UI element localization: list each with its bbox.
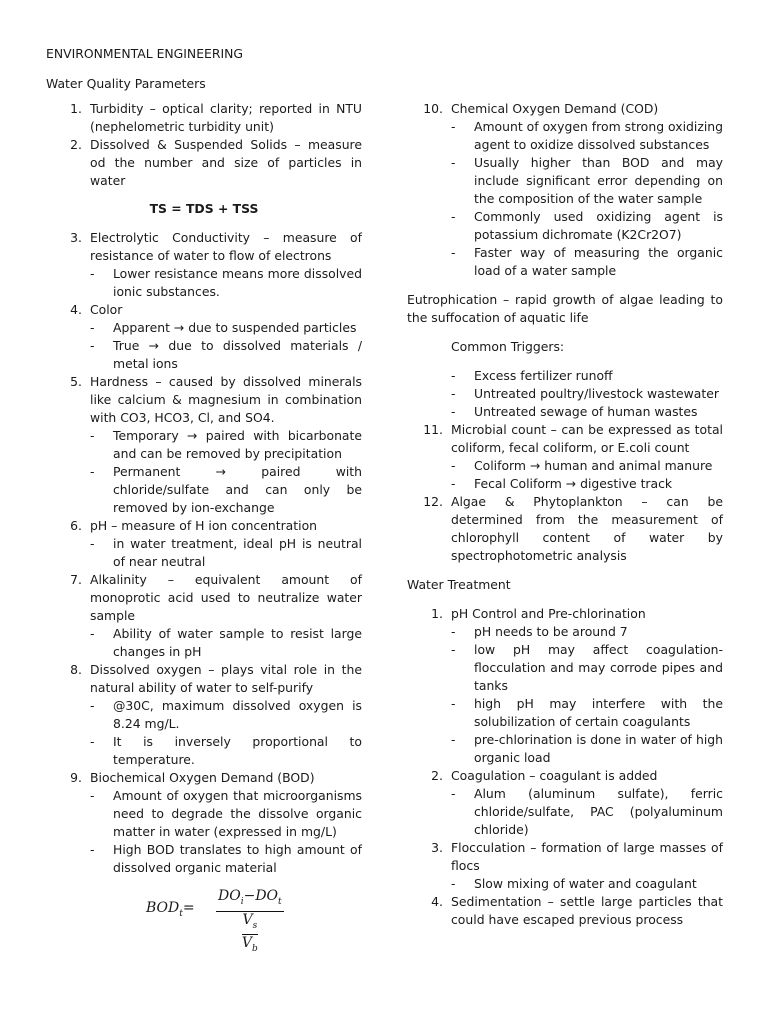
sub-item: - Untreated sewage of human wastes [451, 404, 698, 419]
list-item-dissolved-oxygen: 8. Dissolved oxygen – plays vital role in the natural ability of water to self-purify [70, 662, 362, 695]
list-item-coagulation: 2. Coagulation – coagulant is added [431, 768, 658, 783]
list-item-ph-control: 1. pH Control and Pre-chlorination [431, 606, 646, 621]
list-item-hardness: 5. Hardness – caused by dissolved minerals like calcium & magnesium in combination with CO3, HCO3, Cl, and SO4. [70, 374, 362, 425]
sub-item: - High BOD translates to high amount of dissolved organic material [90, 842, 362, 875]
list-item-turbidity: 1. Turbidity – optical clarity; reported in NTU (nephelometric turbidity unit) [70, 101, 362, 134]
sub-item: - Permanent → paired with chloride/sulfate and can only be removed by ion-exchange [90, 464, 362, 515]
sub-item: - Fecal Coliform → digestive track [451, 476, 673, 491]
list-item-bod: 9. Biochemical Oxygen Demand (BOD) [70, 770, 315, 785]
sub-item: - Temporary → paired with bicarbonate and can be removed by precipitation [90, 428, 362, 461]
sub-item: - It is inversely proportional to temperature. [90, 734, 362, 767]
sub-item: - Faster way of measuring the organic load of a water sample [451, 245, 723, 278]
sub-item: - Excess fertilizer runoff [451, 368, 613, 383]
sub-item: - low pH may affect coagulation-flocculation and may corrode pipes and tanks [451, 642, 723, 693]
sub-item: - Alum (aluminum sulfate), ferric chloride/sulfate, PAC (polyaluminum chloride) [451, 786, 723, 837]
list-item-microbial-count: 11. Microbial count – can be expressed as total coliform, fecal coliform, or E.coli count [423, 422, 723, 455]
list-item-cod: 10. Chemical Oxygen Demand (COD) [423, 101, 659, 116]
sub-item: - in water treatment, ideal pH is neutral of near neutral [90, 536, 362, 569]
sub-item: - Commonly used oxidizing agent is potassium dichromate (K2Cr2O7) [451, 209, 723, 242]
list-item-solids: 2. Dissolved & Suspended Solids – measure od the number and size of particles in water [70, 137, 362, 188]
sub-item: - Amount of oxygen from strong oxidizing agent to oxidize dissolved substances [451, 119, 723, 152]
solids-equation: TS = TDS + TSS [149, 201, 259, 216]
document-title: ENVIRONMENTAL ENGINEERING [46, 46, 243, 61]
list-item-algae: 12. Algae & Phytoplankton – can be determined from the measurement of chlorophyll content of water by spectrophotometric analysis [423, 494, 723, 563]
list-item-conductivity: 3. Electrolytic Conductivity – measure of resistance of water to flow of electrons [70, 230, 362, 263]
sub-item: - Coliform → human and animal manure [451, 458, 713, 473]
list-item-flocculation: 3. Flocculation – formation of large masses of flocs [431, 840, 723, 873]
sub-item: - pH needs to be around 7 [451, 624, 628, 639]
right-column [407, 100, 723, 929]
sub-item: - Apparent → due to suspended particles [90, 320, 357, 335]
list-item-ph: 6. pH – measure of H ion concentration [70, 518, 318, 533]
eutrophication-paragraph: Eutrophication – rapid growth of algae leading to the suffocation of aquatic life [407, 292, 723, 325]
sub-item: - high pH may interfere with the solubilization of certain coagulants [451, 696, 723, 729]
sub-item: - Amount of oxygen that microorganisms need to degrade the dissolve organic matter in water (expressed in mg/L) [90, 788, 362, 839]
sub-item: - Slow mixing of water and coagulant [451, 876, 697, 891]
list-item-color: 4. Color [70, 302, 123, 317]
sub-item: - Ability of water sample to resist large changes in pH [90, 626, 362, 659]
list-item-sedimentation: 4. Sedimentation – settle large particles that could have escaped previous process [431, 894, 723, 927]
sub-item: - True → due to dissolved materials / metal ions [90, 338, 362, 371]
bod-formula: $BOD_t=$ $DO_i-DO_t$ $\frac{V_s}{V_b}$ [146, 888, 282, 954]
list-item-alkalinity: 7. Alkalinity – equivalent amount of monoprotic acid used to neutralize water sample [70, 572, 362, 623]
sub-item: - @30C, maximum dissolved oxygen is 8.24 mg/L. [90, 698, 362, 731]
common-triggers-title: Common Triggers: [451, 339, 565, 354]
sub-item: - pre-chlorination is done in water of high organic load [451, 732, 723, 765]
section-title-water-quality: Water Quality Parameters [46, 76, 206, 91]
sub-item: - Untreated poultry/livestock wastewater [451, 386, 719, 401]
sub-item: - Lower resistance means more dissolved ionic substances. [90, 266, 362, 299]
section-title-water-treatment: Water Treatment [407, 577, 511, 592]
sub-item: - Usually higher than BOD and may include significant error depending on the composition of the water sample [451, 155, 723, 206]
left-column [46, 100, 362, 954]
